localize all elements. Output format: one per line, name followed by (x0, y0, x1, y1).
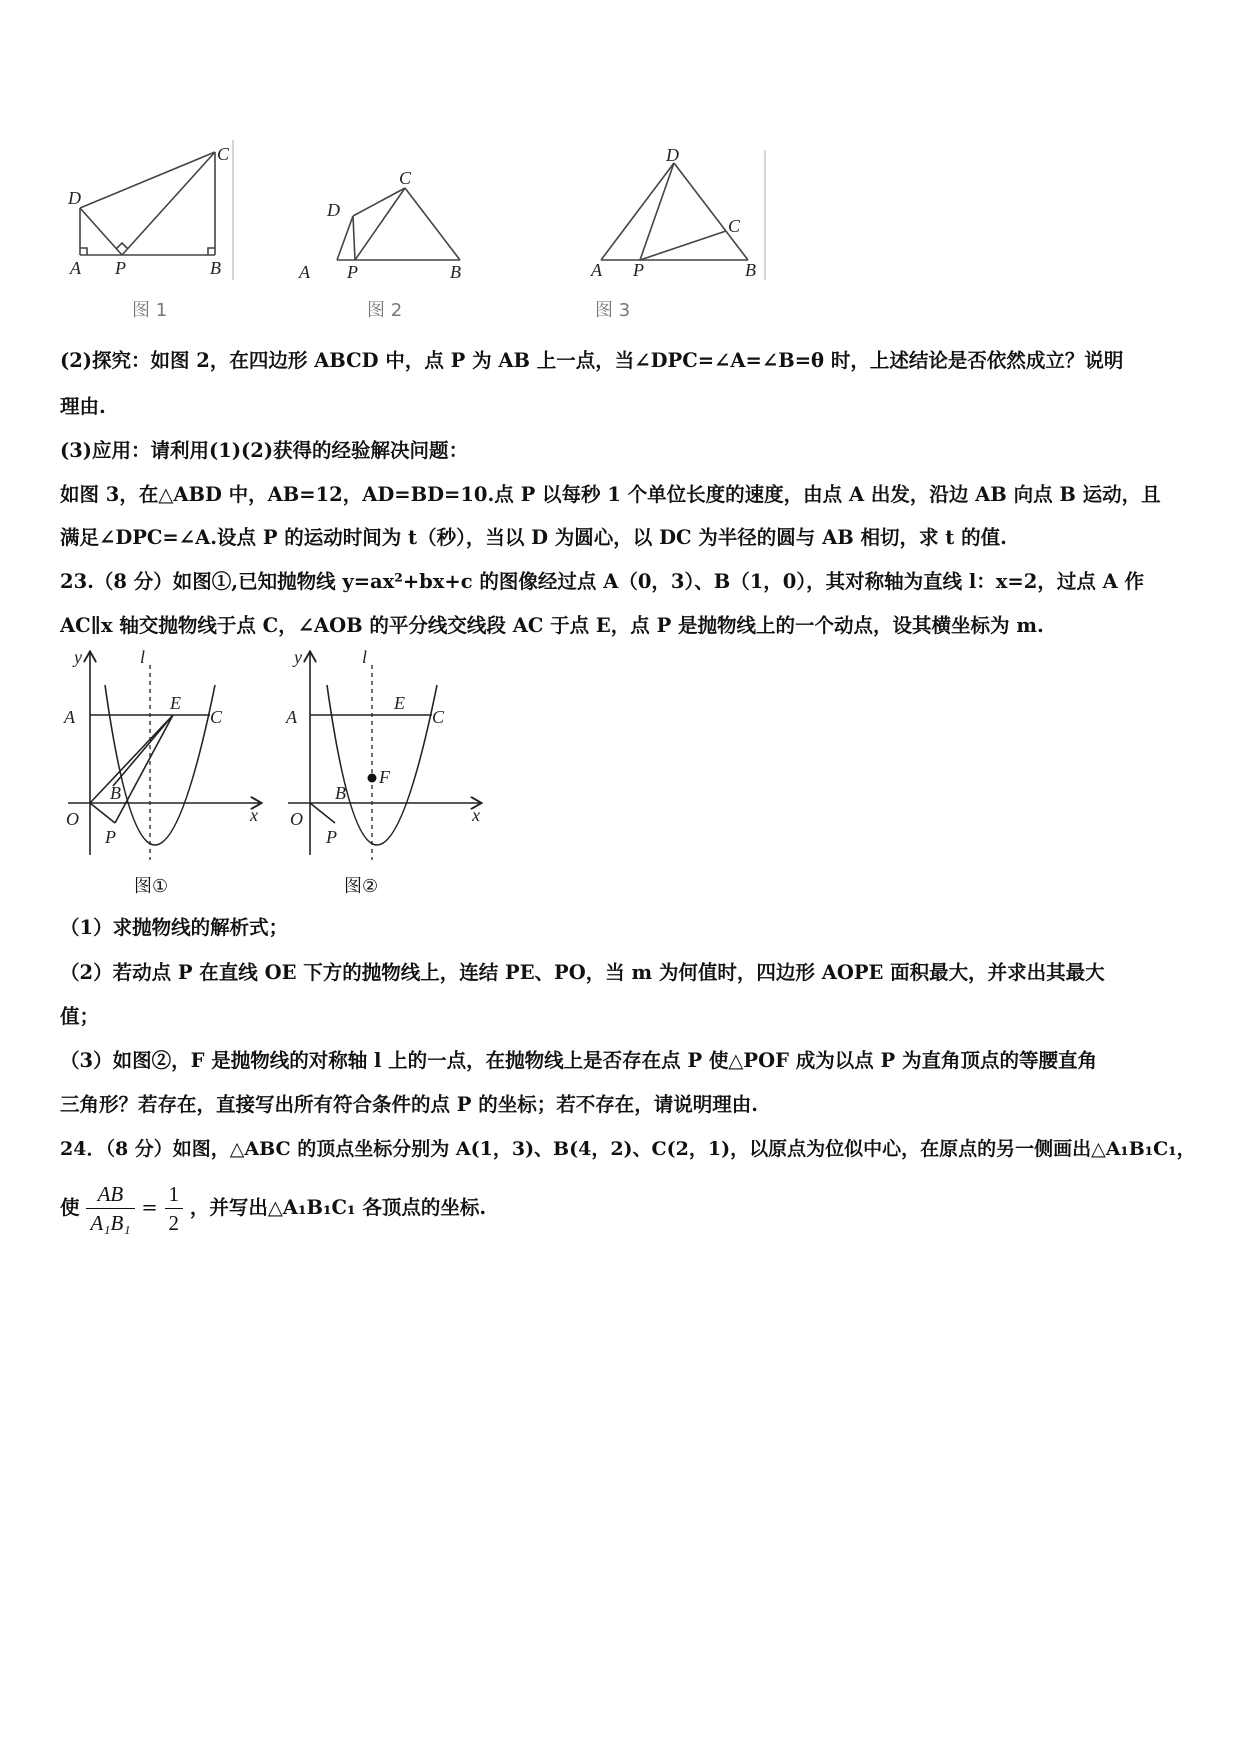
figure-3-caption: 图 3 (595, 300, 631, 321)
fraction-numerator: AB (86, 1182, 134, 1209)
point-c-label: C (399, 168, 412, 188)
q23-line2: AC∥x 轴交抛物线于点 C，∠AOB 的平分线交线段 AC 于点 E，点 P 是抛物线上的一个动点，设其横坐标为 m. (60, 614, 1044, 637)
q24-ratio-fraction (86, 1182, 134, 1235)
point-a-label: A (299, 262, 310, 282)
point-c-label: C (217, 144, 230, 164)
q23-sub3-line2: 三角形？若存在，直接写出所有符合条件的点 P 的坐标；若不存在，请说明理由. (60, 1093, 759, 1116)
point-c-label: C (432, 707, 445, 727)
q22-part2-line1: (2)探究：如图 2，在四边形 ABCD 中，点 P 为 AB 上一点，当∠DPC=∠A=∠B=θ 时，上述结论是否依然成立？说明 (60, 349, 1124, 372)
point-b-label: B (210, 258, 221, 278)
value-denominator: 2 (168, 1211, 180, 1235)
axis-l-label: l (362, 647, 368, 667)
figure-3 (591, 145, 795, 330)
point-b-label: B (110, 783, 121, 803)
parabola-figure-1-drawing (60, 645, 280, 900)
point-a-label: A (591, 260, 602, 280)
parabola-figure-1 (60, 645, 280, 900)
point-c-label: C (210, 707, 223, 727)
q22-part3-line1: (3)应用：请利用(1)(2)获得的经验解决问题： (60, 439, 469, 462)
point-d-label: D (68, 188, 81, 208)
point-e-label: E (394, 693, 405, 713)
q24-ratio-value (165, 1182, 184, 1235)
point-p-label: P (115, 258, 126, 278)
figure-2 (299, 160, 525, 330)
origin-label: O (290, 809, 303, 829)
point-a-label: A (70, 258, 81, 278)
parabola-figure-2 (280, 645, 500, 900)
parabola-figure-2-caption: 图② (344, 876, 379, 897)
figure-2-caption: 图 2 (367, 300, 403, 321)
point-a-label: A (64, 707, 75, 727)
value-numerator: 1 (165, 1182, 184, 1209)
parabola-figure-1-caption: 图① (134, 876, 169, 897)
q23-line1: 23.（8 分）如图①,已知抛物线 y=ax²+bx+c 的图像经过点 A（0，3）、B（1，0），其对称轴为直线 l：x=2，过点 A 作 (60, 570, 1145, 593)
equals-sign: = (141, 1196, 158, 1219)
point-b-label: B (335, 783, 346, 803)
q24-line2 (60, 1178, 1185, 1238)
y-axis-label: y (294, 647, 302, 667)
point-p-label: P (105, 827, 116, 847)
point-f-marker (368, 774, 377, 783)
q24-prefix: 使 (60, 1196, 80, 1219)
x-axis-label: x (250, 805, 258, 825)
point-p-label: P (633, 260, 644, 280)
point-c-label: C (728, 216, 741, 236)
q22-part3-line3: 满足∠DPC=∠A.设点 P 的运动时间为 t（秒），当以 D 为圆心，以 DC 为半径的圆与 AB 相切，求 t 的值. (60, 526, 1007, 549)
fraction-denominator: A₁B₁ (90, 1211, 131, 1235)
axis-l-label: l (140, 647, 146, 667)
figure-1 (60, 140, 260, 330)
parabola-figure-2-drawing (280, 645, 500, 900)
figure-1-caption: 图 1 (132, 300, 168, 321)
q23-sub1: （1）求抛物线的解析式； (60, 916, 289, 939)
point-e-label: E (170, 693, 181, 713)
q24-line1: 24．（8 分）如图，△ABC 的顶点坐标分别为 A(1，3)、B(4，2)、C(2，1)，以原点为位似中心，在原点的另一侧画出△A₁B₁C₁， (60, 1138, 1196, 1160)
figure-1-drawing (60, 140, 260, 330)
q22-part2-line2: 理由. (60, 395, 106, 418)
q22-part3-line2: 如图 3，在△ABD 中，AB=12，AD=BD=10.点 P 以每秒 1 个单位长度的速度，由点 A 出发，沿边 AB 向点 B 运动，且 (60, 483, 1161, 506)
q23-sub3-line1: （3）如图②，F 是抛物线的对称轴 l 上的一点，在抛物线上是否存在点 P 使△POF 成为以点 P 为直角顶点的等腰直角 (60, 1049, 1097, 1072)
point-b-label: B (745, 260, 756, 280)
x-axis-label: x (472, 805, 480, 825)
origin-label: O (66, 809, 79, 829)
figure-3-drawing (591, 145, 795, 330)
point-d-label: D (327, 200, 340, 220)
point-p-label: P (326, 827, 337, 847)
point-f-label: F (379, 767, 390, 787)
q24-suffix: ，并写出△A₁B₁C₁ 各顶点的坐标. (189, 1196, 487, 1219)
q23-sub2-line2: 值； (60, 1005, 100, 1028)
point-d-label: D (666, 145, 679, 165)
figure-2-drawing (299, 160, 525, 330)
q23-sub2-line1: （2）若动点 P 在直线 OE 下方的抛物线上，连结 PE、PO，当 m 为何值时，四边形 AOPE 面积最大，并求出其最大 (60, 961, 1105, 984)
point-b-label: B (450, 262, 461, 282)
point-p-label: P (347, 262, 358, 282)
y-axis-label: y (74, 647, 82, 667)
point-a-label: A (286, 707, 297, 727)
